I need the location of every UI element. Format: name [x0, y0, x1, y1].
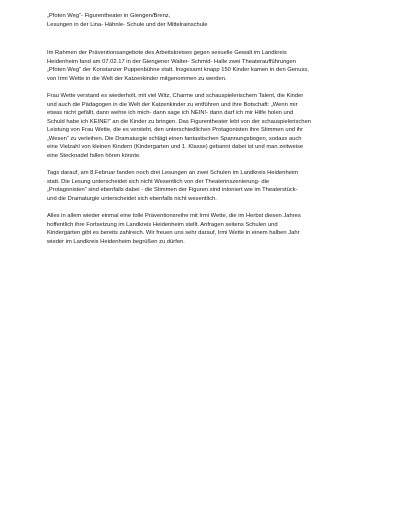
paragraph-line: „Pfoten Weg“ der Konstanzer Puppenbühne statt. Insgesamt knapp 150 Kinder kamen in den Genuss,: [47, 67, 309, 73]
header-title: „Pfoten Weg“- Figurentheater in Giengen/Brenz,: [47, 13, 171, 19]
paragraph-line: statt. Die Lesung unterscheidet sich nicht Wesentlich von der Theaterinszenierung- die: [47, 178, 270, 185]
paragraph-line: und die Dramaturgie unterscheidet sich ebenfalls nicht wesentlich.: [47, 195, 217, 202]
paragraph-line: Alles in allem wieder einmal eine tolle Präventionsreihe mit Irmi Wette, die im Herbst diesen Jahres: [47, 213, 301, 219]
paragraph-line: Heidenheim fand am 07.02.17 in der Giengener Walter- Schmid- Halle zwei Theateraufführungen: [47, 58, 296, 65]
paragraph-line: Frau Wette verstand es wiederholt, mit viel Witz, Charme und schauspielerischem Talent, die Kinder: [47, 93, 304, 99]
paragraph-line: Tags darauf, am 8.Februar fanden noch drei Lesungen an zwei Schulen im Landkreis Heidenheim: [47, 170, 299, 176]
paragraph-line: etwas nicht gefällt, dann wehre ich mich- dann sage ich NEIN!- dann darf ich mir Hilfe holen und: [47, 110, 294, 116]
paragraph-line: Im Rahmen der Präventionsangebote des Arbeitskreises gegen sexuelle Gewalt im Landkreis: [47, 50, 287, 56]
header-subtitle: Lesungen in der Lina- Hähnle- Schule und der Mittelrainschule: [47, 21, 208, 28]
paragraph-line: und auch die Pädagogen in die Welt der Katzenkinder zu entführen und ihre Botschaft: „Wenn mir: [47, 101, 298, 108]
paragraph-line: von Irmi Wette in die Welt der Katzenkinder mitgenommen zu werden.: [47, 75, 227, 82]
paragraph-line: Kindergärten gibt es bereits zahlreich. Wir freuen uns sehr darauf, Irmi Wette in einem halben Jahr: [47, 230, 300, 236]
paragraph-line: „Protagonisten“ sind ebenfalls dabei - die Stimmen der Figuren sind intoniert wie im Theaterstück-: [47, 187, 298, 193]
paragraph-readings: [47, 169, 358, 203]
paragraph-conclusion: [47, 212, 358, 246]
paragraph-line: hoffentlich ihre Fortsetzung im Landkreis Heidenheim stellt. Anfragen seitens Schulen und: [47, 221, 278, 228]
paragraph-performance: [47, 92, 358, 160]
paragraph-line: wieder im Landkreis Heidenheim begrüßen zu dürfen.: [47, 238, 185, 245]
paragraph-line: Schuld habe ich KEINE!“ an die Kinder zu bringen. Das Figurentheater lebt von der schauspielerischen: [47, 118, 311, 125]
paragraph-line: „Wesen“ zu verleihen. Die Dramaturgie schlägt einen fantastischen Spannungsbogen, sodass auch: [47, 135, 302, 142]
paragraph-intro: [47, 49, 358, 83]
paragraph-line: eine Stecknadel fallen hören könnte.: [47, 152, 141, 159]
paragraph-line: Leistung von Frau Wette, die es versteht, den unterschiedlichen Protagonisten ihre Stimmen und ihr: [47, 127, 304, 133]
document-header: [47, 12, 358, 29]
paragraph-line: eine Vielzahl von kleinen Kindern (Kindergarten und 1. Klasse) gebannt dabei ist und man zeitweise: [47, 144, 304, 150]
